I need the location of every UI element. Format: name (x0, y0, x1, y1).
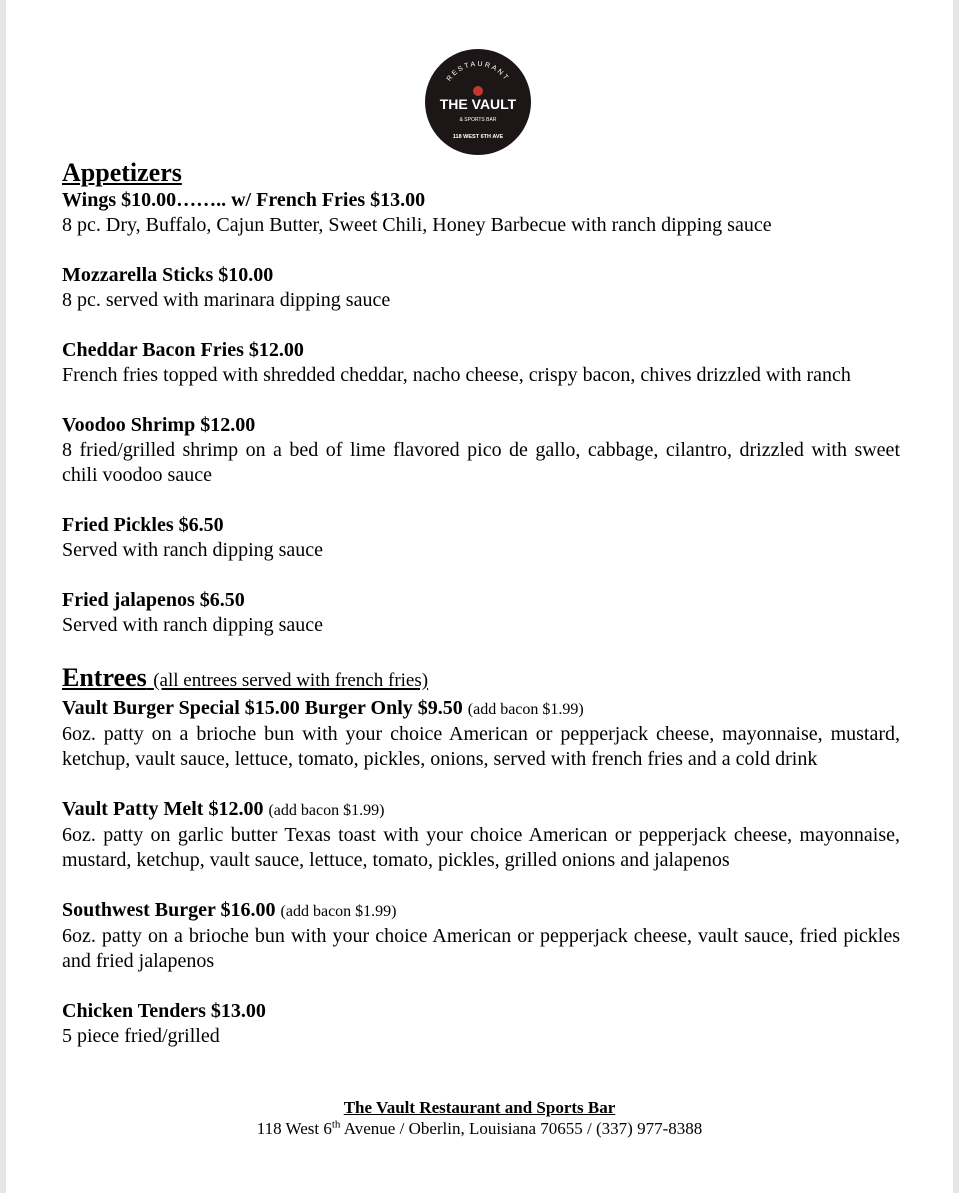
entree-item-name-row (62, 797, 900, 823)
appetizer-list (62, 188, 900, 638)
item-name: Wings $10.00…….. w/ French Fries $13.00 (62, 189, 426, 211)
item-description: 8 pc. Dry, Buffalo, Cajun Butter, Sweet Chili, Honey Barbecue with ranch dipping sauce (62, 214, 772, 236)
entrees-note: (all entrees served with french fries) (153, 670, 429, 691)
item-addon-price: (add bacon $1.99) (268, 802, 385, 819)
item-description: 5 piece fried/grilled (62, 1025, 220, 1047)
item-name: Mozzarella Sticks $10.00 (62, 264, 274, 286)
item-description: 8 pc. served with marinara dipping sauce (62, 289, 391, 311)
appetizer-item-name-row (62, 338, 900, 363)
item-description: 6oz. patty on garlic butter Texas toast with your choice American or pepperjack cheese, mayonnaise, mustard, ketchup, vault sauce, lettuce, tomato, pickles, grilled onions and jalapenos (62, 824, 900, 871)
section-title-appetizers: Appetizers (62, 158, 182, 187)
item-name: Vault Patty Melt $12.00 (62, 798, 264, 820)
item-name: Voodoo Shrimp $12.00 (62, 414, 256, 436)
footer-title: The Vault Restaurant and Sports Bar (343, 1098, 616, 1117)
menu-item (62, 588, 900, 638)
item-description: Served with ranch dipping sauce (62, 539, 324, 561)
menu-item (62, 898, 900, 974)
menu-content (62, 158, 900, 1074)
item-name: Cheddar Bacon Fries $12.00 (62, 339, 304, 361)
menu-item (62, 263, 900, 313)
section-title-entrees (62, 663, 900, 696)
appetizer-item-name-row (62, 513, 900, 538)
footer (0, 1097, 959, 1139)
item-name: Southwest Burger $16.00 (62, 899, 276, 921)
item-name: Fried Pickles $6.50 (62, 514, 224, 536)
item-description: Served with ranch dipping sauce (62, 614, 324, 636)
footer-address-sup: th (331, 1118, 341, 1131)
item-description: 6oz. patty on a brioche bun with your choice American or pepperjack cheese, vault sauce, fried pickles and fried jalapenos (62, 925, 900, 972)
item-name: Chicken Tenders $13.00 (62, 1000, 266, 1022)
appetizer-item-name-row (62, 188, 900, 213)
menu-item (62, 413, 900, 488)
entree-list (62, 696, 900, 1049)
footer-address-b: Avenue / Oberlin, Louisiana 70655 / (337) 977-8388 (340, 1119, 703, 1138)
entree-item-name-row (62, 999, 900, 1024)
item-name: Vault Burger Special $15.00 Burger Only $9.50 (62, 697, 463, 719)
vault-logo (425, 49, 531, 155)
menu-item (62, 999, 900, 1049)
entrees-title: Entrees (62, 663, 147, 692)
item-description: 8 fried/grilled shrimp on a bed of lime flavored pico de gallo, cabbage, cilantro, drizzled with sweet chili voodoo sauce (62, 439, 900, 486)
logo-top-arc: RESTAURANT (445, 60, 511, 83)
item-description: French fries topped with shredded cheddar, nacho cheese, crispy bacon, chives drizzled with ranch (62, 364, 851, 386)
entree-item-name-row (62, 696, 900, 722)
appetizer-item-name-row (62, 413, 900, 438)
menu-item (62, 188, 900, 238)
menu-item (62, 338, 900, 388)
menu-item (62, 696, 900, 772)
menu-item (62, 797, 900, 873)
item-addon-price: (add bacon $1.99) (280, 903, 397, 920)
footer-address (0, 1118, 959, 1139)
page-edge-right (953, 0, 959, 1193)
logo-sub: & SPORTS BAR (459, 117, 497, 123)
item-description: 6oz. patty on a brioche bun with your choice American or pepperjack cheese, mayonnaise, mustard, ketchup, vault sauce, lettuce, tomato, pickles, onions, served with french fries and a cold drink (62, 723, 900, 770)
item-addon-price: (add bacon $1.99) (467, 701, 584, 718)
entree-item-name-row (62, 898, 900, 924)
footer-address-a: 118 West 6 (256, 1119, 332, 1138)
page-edge-left (0, 0, 6, 1193)
logo-address: 118 WEST 6TH AVE (452, 134, 504, 140)
appetizer-item-name-row (62, 263, 900, 288)
logo-name: THE VAULT (439, 96, 517, 112)
menu-item (62, 513, 900, 563)
appetizer-item-name-row (62, 588, 900, 613)
item-name: Fried jalapenos $6.50 (62, 589, 245, 611)
